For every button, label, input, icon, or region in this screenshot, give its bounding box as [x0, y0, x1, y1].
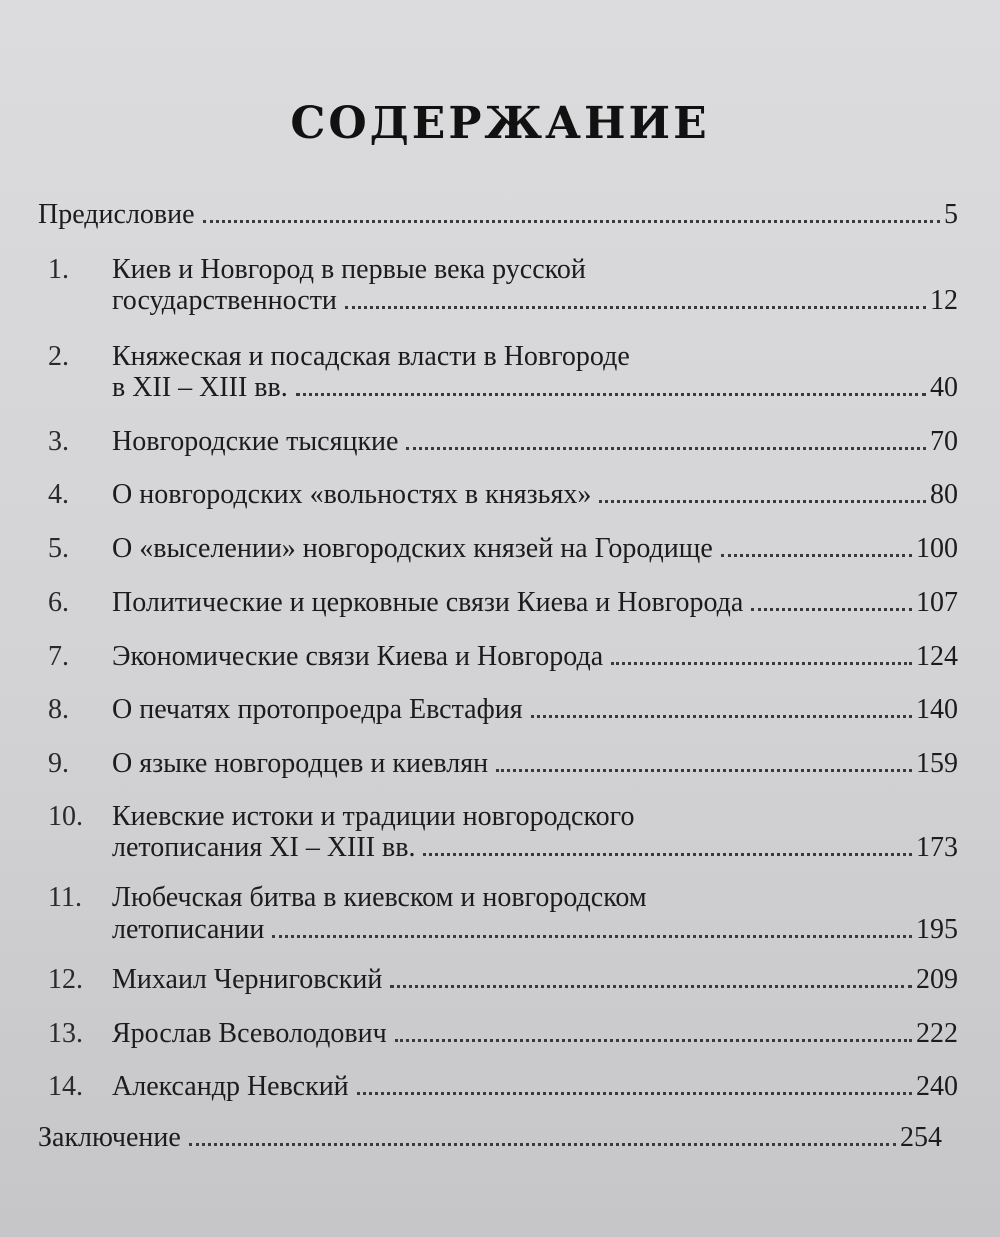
chapter-title: О языке новгородцев и киевлян — [112, 748, 489, 779]
dot-leader — [496, 768, 912, 772]
chapter-number: 6. — [48, 587, 69, 618]
toc-page-number: 173 — [916, 832, 958, 863]
toc-page-number: 12 — [930, 285, 958, 316]
dot-leader — [395, 1038, 912, 1042]
toc-page-number: 140 — [916, 694, 958, 725]
chapter-number: 5. — [48, 533, 69, 564]
dot-leader — [423, 852, 912, 856]
toc-page-number: 124 — [916, 641, 958, 672]
chapter-number: 4. — [48, 479, 69, 510]
toc-page-number: 240 — [916, 1071, 958, 1102]
chapter-title: Политические и церковные связи Киева и Новгорода — [112, 587, 744, 618]
chapter-title-line2: в XII – XIII вв. — [112, 372, 288, 403]
chapter-title: Михаил Черниговский — [112, 964, 383, 995]
chapter-number: 11. — [48, 882, 82, 913]
chapter-title-line1: Княжеская и посадская власти в Новгороде — [112, 341, 630, 372]
chapter-number: 7. — [48, 641, 69, 672]
chapter-number: 14. — [48, 1071, 83, 1102]
dot-leader — [751, 607, 912, 611]
toc-page-number: 209 — [916, 964, 958, 995]
toc-page-number: 70 — [930, 426, 958, 457]
chapter-title: Ярослав Всеволодович — [112, 1018, 387, 1049]
chapter-title-line1: Киевские истоки и традиции новгородского — [112, 801, 635, 832]
chapter-title: О печатях протопроедра Евстафия — [112, 694, 523, 725]
dot-leader — [406, 446, 926, 450]
toc-page-number: 195 — [916, 914, 958, 945]
dot-leader — [189, 1142, 896, 1146]
dot-leader — [390, 984, 912, 988]
chapter-number: 13. — [48, 1018, 83, 1049]
chapter-title: Новгородские тысяцкие — [112, 426, 399, 457]
chapter-number: 2. — [48, 341, 69, 372]
toc-page-number: 80 — [930, 479, 958, 510]
chapter-number: 1. — [48, 254, 69, 285]
chapter-number: 10. — [48, 801, 83, 832]
dot-leader — [357, 1091, 912, 1095]
chapter-number: 3. — [48, 426, 69, 457]
dot-leader — [272, 934, 912, 938]
toc-page-number: 222 — [916, 1018, 958, 1049]
toc-page-number: 254 — [900, 1122, 942, 1153]
dot-leader — [345, 305, 926, 309]
toc-page-number: 159 — [916, 748, 958, 779]
chapter-title-line2: государственности — [112, 285, 337, 316]
chapter-number: 9. — [48, 748, 69, 779]
toc-page-number: 100 — [916, 533, 958, 564]
dot-leader — [721, 553, 912, 557]
chapter-title-line1: Любечская битва в киевском и новгородском — [112, 882, 647, 913]
chapter-title-line1: Киев и Новгород в первые века русской — [112, 254, 586, 285]
page-title: СОДЕРЖАНИЕ — [290, 98, 710, 149]
dot-leader — [531, 714, 912, 718]
dot-leader — [203, 219, 940, 223]
chapter-number: 12. — [48, 964, 83, 995]
dot-leader — [296, 392, 926, 396]
chapter-title: О «выселении» новгородских князей на Городище — [112, 533, 713, 564]
chapter-title-line2: летописания XI – XIII вв. — [112, 832, 416, 863]
chapter-title-line2: летописании — [112, 914, 265, 945]
toc-page-number: 5 — [944, 199, 958, 230]
dot-leader — [611, 661, 912, 665]
chapter-title: Экономические связи Киева и Новгорода — [112, 641, 604, 672]
toc-page-number: 107 — [916, 587, 958, 618]
chapter-title: О новгородских «вольностях в князьях» — [112, 479, 592, 510]
toc-entry-label: Предисловие — [38, 199, 195, 230]
chapter-title: Александр Невский — [112, 1071, 349, 1102]
toc-entry-label: Заключение — [38, 1122, 181, 1153]
chapter-number: 8. — [48, 694, 69, 725]
dot-leader — [599, 499, 926, 503]
toc-page-number: 40 — [930, 372, 958, 403]
